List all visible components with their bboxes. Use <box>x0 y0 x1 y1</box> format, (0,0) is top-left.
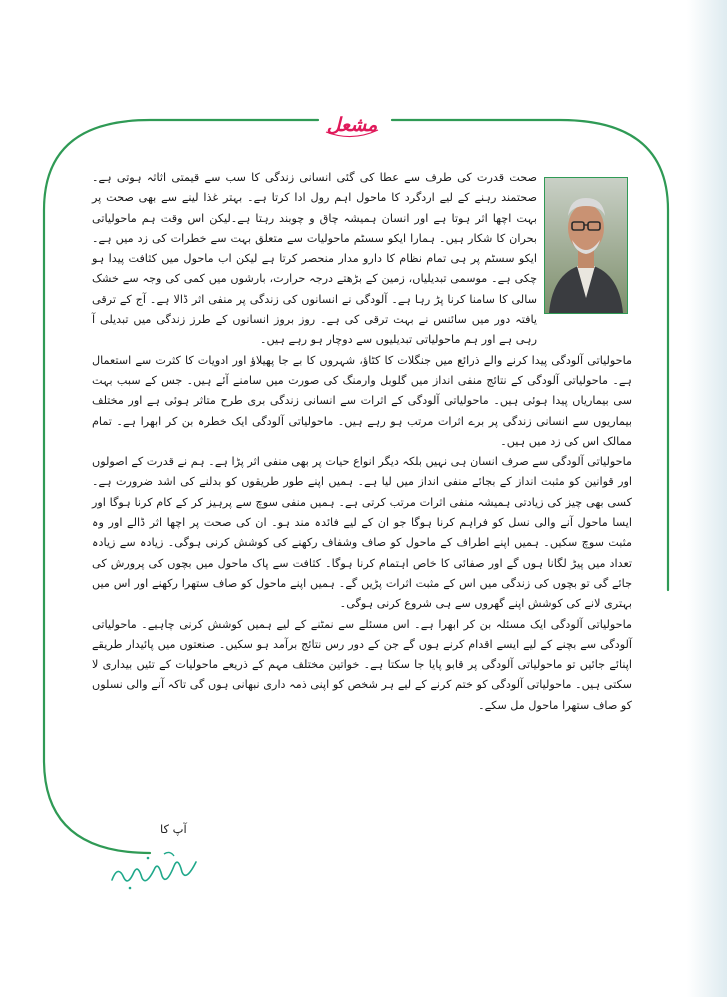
editorial-body <box>92 168 632 716</box>
paragraph-1: صحت قدرت کی طرف سے عطا کی گئی انسانی زندگی کا سب سے قیمتی اثاثہ ہوتی ہے۔صحتمند رہنے کے لیے اردگرد کا ماحول اہم رول ادا کرتا ہے۔ بہتر غذا لینے سے بھی صحت پر بہت اچھا اثر ہوتا ہے اور انسان ہمیشہ چاق و چوبند رہتا ہے۔لیکن اس وقت ہم ماحولیاتی بحران کا شکار ہیں۔ ہمارا ایکو سسٹم ماحولیات سے متعلق بہت سے خطرات کی زد میں ہے۔ ایکو سسٹم پر ہی تمام نظام کا دارو مدار منحصر کرتا ہے لیکن اب ماحول میں کثافت پیدا ہو چکی ہے۔ موسمی تبدیلیاں، زمین کے بڑھتے درجہ حرارت، بارشوں میں کمی کی وجہ سے خشک سالی کا سامنا کرنا پڑ رہا ہے۔ آلودگی نے انسانوں کی زندگی پر منفی اثر ڈالا ہے۔ آج کے ترقی یافتہ دور میں سائنس نے بہت ترقی کی ہے۔ روز بروز انسانوں کے طرز زندگی میں تبدیلی آ رہی ہے اور ہم ماحولیاتی تبدیلیوں سے دوچار ہو رہے ہیں۔ <box>92 171 537 347</box>
closing-line: آپ کا <box>160 822 187 836</box>
signature <box>104 842 204 894</box>
page-heading: مشعل <box>326 114 378 136</box>
paragraph-3: ماحولیاتی آلودگی سے صرف انسان ہی نہیں بلکہ دیگر انواع حیات پر بھی منفی اثر پڑا ہے۔ ہم نے قدرت کے اصولوں اور قوانین کو مثبت انداز کے بجائے منفی انداز میں لیا ہے۔ ہمیں اپنے طور طریقوں کو بدلنے کی اشد ضرورت ہے۔ کسی بھی چیز کی زیادتی ہمیشہ منفی اثرات مرتب کرتی ہے۔ ہمیں منفی سوچ سے پرہیز کر کے کام کرنا ہوگا اور ایسا ماحول آنے والی نسل کو فراہم کرنا ہوگا جو ان کے لیے فائدہ مند ہو۔ ان کی صحت پر اچھا اثر ڈالے اور وہ مثبت سوچ سکیں۔ ہمیں اپنے اطراف کے ماحول کو صاف وشفاف رکھنے کی کوشش کرنی ہوگی۔ زیادہ سے زیادہ تعداد میں پیڑ لگانا ہوں گے اور صفائی کا خاص اہتمام کرنا ہوگا۔ کثافت سے پاک ماحول میں بچوں کی پرورش کی جائے گی تو بچوں کی زندگی میں اس کے مثبت اثرات پڑیں گے۔ ہمیں اپنے ماحول کو صاف ستھرا رکھنے اور اس میں بہتری لانے کی کوشش اپنے گھروں سے ہی شروع کرنی ہوگی۔ <box>91 455 632 611</box>
paragraph-2: ماحولیاتی آلودگی پیدا کرنے والے ذرائع میں جنگلات کا کٹاؤ، شہروں کا بے جا پھیلاؤ اور ادویات کا کثرت سے استعمال ہے۔ ماحولیاتی آلودگی کے نتائج منفی انداز میں گلوبل وارمنگ کی صورت میں سامنے آئے ہیں۔ جس کے سبب بہت سی بیماریاں پیدا ہوئی ہیں۔ ماحولیاتی آلودگی کے اثرات سے انسانی زندگی بری طرح متاثر ہوئی ہے اور مختلف بیماریوں سے انسانی زندگی پر برے اثرات مرتب ہو رہے ہیں۔ ماحولیاتی آلودگی ایک خطرہ بن کر ابھرا ہے۔ تمام ممالک اس کی زد میں ہیں۔ <box>92 353 632 448</box>
paragraph-4: ماحولیاتی آلودگی ایک مسئلہ بن کر ابھرا ہے۔ اس مسئلے سے نمٹنے کے لیے ہمیں کوشش کرنی چاہیے۔ ماحولیاتی آلودگی سے بچنے کے لیے ایسے اقدام کرنے ہوں گے جن کے دور رس نتائج برآمد ہو سکیں۔ صنعتوں میں پائیدار طریقے اپنائے جائیں تو ماحولیاتی آلودگی پر قابو پایا جا سکتا ہے۔ خواتین مختلف مہم کے ذریعے ماحولیات کے تئیں بیداری لا سکتی ہیں۔ ماحولیاتی آلودگی کو ختم کرنے کے لیے ہر شخص کو اپنی ذمہ داری نبھانی ہوں گی تاکہ آنے والی نسلوں کو صاف ستھرا ماحول مل سکے۔ <box>92 617 632 712</box>
